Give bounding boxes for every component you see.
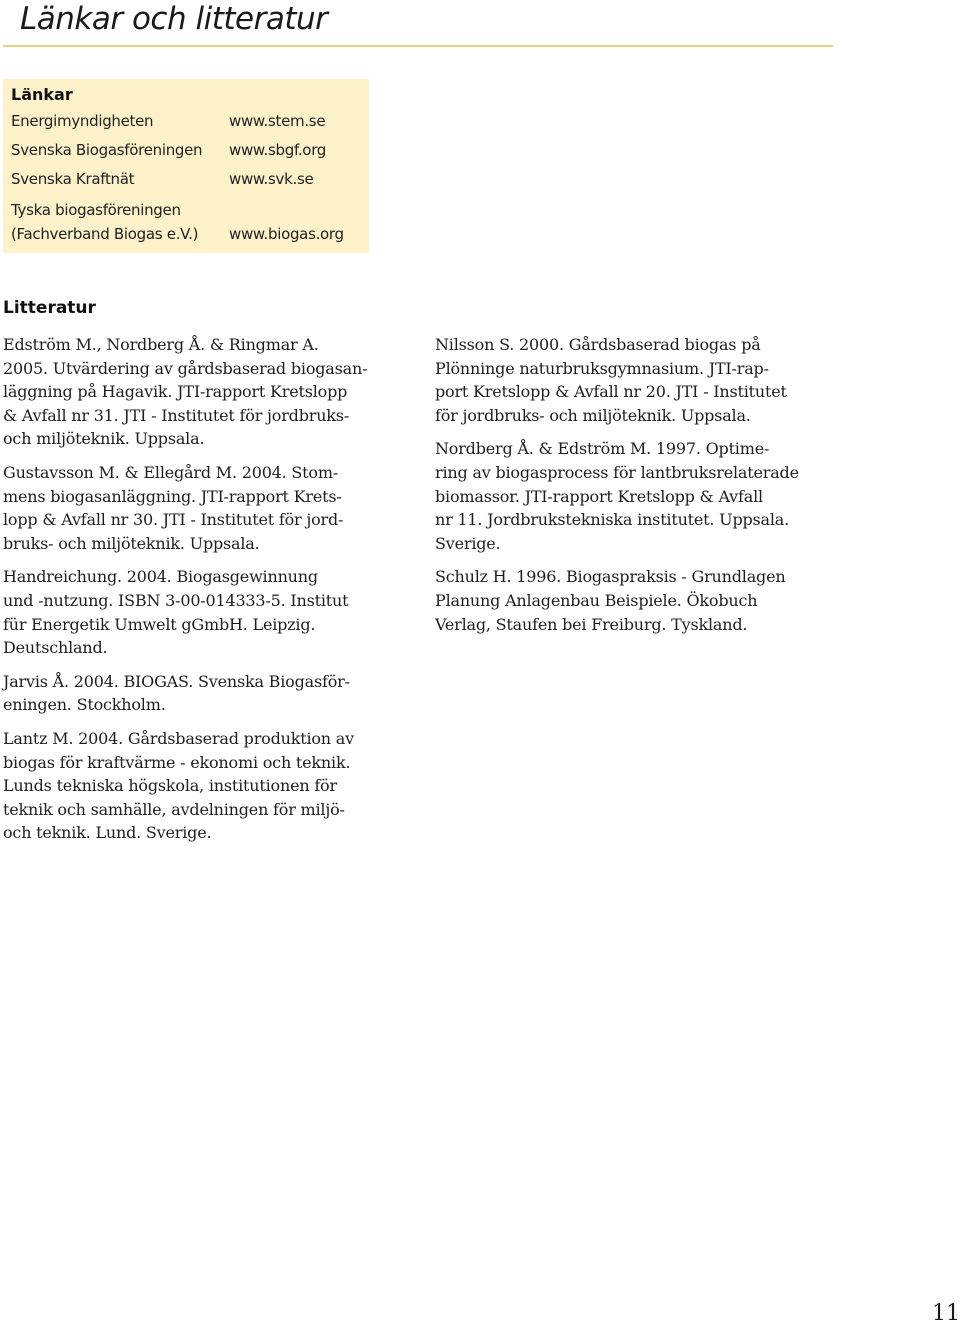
link-row xyxy=(11,196,369,246)
links-heading: Länkar xyxy=(11,85,73,104)
literature-heading: Litteratur xyxy=(3,298,96,318)
reference-entry: Nordberg Å. & Edström M. 1997. Optime- ring av biogasprocess för lantbruksrelaterade biomassor. JTI-rapport Kretslopp & Avfall nr 11. Jordbrukstekniska institutet. Uppsala. Sverige. xyxy=(435,439,799,553)
reference-entry: Edström M., Nordberg Å. & Ringmar A. 2005. Utvärdering av gårdsbaserad biogasan- läggning på Hagavik. JTI-rapport Kretslopp & Avfall nr 31. JTI - Institutet för jordbruks- och miljöteknik. Uppsala. xyxy=(3,335,368,449)
reference-entry: Jarvis Å. 2004. BIOGAS. Svenska Biogasför- eningen. Stockholm. xyxy=(3,671,350,715)
link-org: Tyska biogasföreningen (Fachverband Biogas e.V.) xyxy=(11,201,199,243)
link-row xyxy=(11,107,369,136)
literature-right-column xyxy=(435,333,855,646)
reference-entry: Lantz M. 2004. Gårdsbaserad produktion av biogas för kraftvärme - ekonomi och teknik. Lunds tekniska högskola, institutionen för teknik och samhälle, avdelningen för miljö- och teknik. Lund. Sverige. xyxy=(3,728,354,843)
page-title: Länkar och litteratur xyxy=(20,1,328,37)
link-url[interactable]: www.svk.se xyxy=(229,170,314,188)
link-url[interactable]: www.sbgf.org xyxy=(229,141,327,159)
link-row xyxy=(11,165,369,194)
reference-entry: Gustavsson M. & Ellegård M. 2004. Stom- mens biogasanläggning. JTI-rapport Krets- lopp & Avfall nr 30. JTI - Institutet för jord- bruks- och miljöteknik. Uppsala. xyxy=(3,462,344,553)
reference-entry: Handreichung. 2004. Biogasgewinnung und -nutzung. ISBN 3-00-014333-5. Institut für Energetik Umwelt gGmbH. Leipzig. Deutschland. xyxy=(3,567,349,658)
link-org: Svenska Biogasföreningen xyxy=(11,141,203,159)
literature-left-column xyxy=(3,333,423,855)
links-box xyxy=(3,79,369,253)
link-org: Svenska Kraftnät xyxy=(11,170,135,188)
link-org: Energimyndigheten xyxy=(11,112,154,130)
link-url[interactable]: www.biogas.org xyxy=(229,225,344,243)
reference-entry: Nilsson S. 2000. Gårdsbaserad biogas på Plönninge naturbruksgymnasium. JTI-rap- port Kretslopp & Avfall nr 20. JTI - Institutet för jordbruks- och miljöteknik. Uppsala. xyxy=(435,335,787,425)
title-divider xyxy=(3,45,833,47)
page-number: 11 xyxy=(932,1301,960,1326)
link-row xyxy=(11,136,369,165)
reference-entry: Schulz H. 1996. Biogaspraksis - Grundlagen Planung Anlagenbau Beispiele. Ökobuch Verlag, Staufen bei Freiburg. Tyskland. xyxy=(435,567,786,634)
link-url[interactable]: www.stem.se xyxy=(229,112,326,130)
